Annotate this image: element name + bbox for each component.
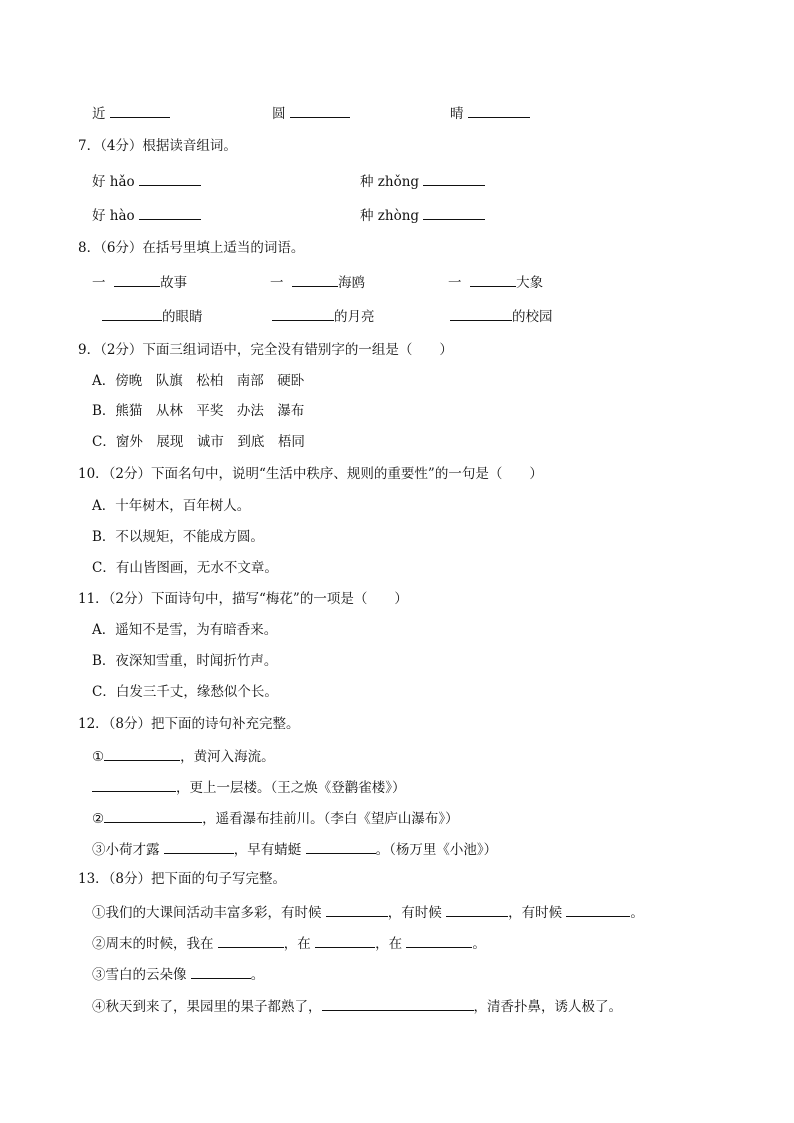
answer-blank[interactable]: [104, 745, 180, 761]
q8-item: 的月亮: [272, 305, 375, 327]
q11-option-b[interactable]: B．夜深知雪重，时闻折竹声。: [92, 653, 278, 669]
q12-line-2: ，更上一层楼。（王之焕《登鹳雀楼》）: [92, 776, 406, 796]
q11-option-c[interactable]: C．白发三千丈，缘愁似个长。: [92, 684, 278, 700]
answer-blank[interactable]: [306, 838, 376, 854]
answer-blank[interactable]: [292, 271, 338, 287]
q8-item: 一 海鸥: [270, 271, 365, 293]
q10-option-c[interactable]: C．有山皆图画，无水不文章。: [92, 560, 278, 576]
q8-title: 8．（6分）在括号里填上适当的词语。: [78, 240, 305, 256]
q12-line-1: ① ，黄河入海流。: [92, 745, 275, 765]
q6-item-2: 圆: [272, 102, 350, 124]
answer-blank[interactable]: [322, 995, 474, 1011]
answer-blank[interactable]: [164, 838, 234, 854]
q6-item-1: 近: [92, 102, 170, 124]
answer-blank[interactable]: [468, 102, 530, 118]
q8-item: 一 大象: [448, 271, 543, 293]
answer-blank[interactable]: [315, 932, 375, 948]
answer-blank[interactable]: [272, 305, 334, 321]
q13-title: 13．（8分）把下面的句子写完整。: [78, 871, 287, 887]
answer-blank[interactable]: [406, 932, 472, 948]
q10-option-b[interactable]: B．不以规矩，不能成方圆。: [92, 529, 264, 545]
answer-blank[interactable]: [470, 271, 516, 287]
q10-title: 10．（2分）下面名句中，说明“生活中秩序、规则的重要性”的一句是（ ）: [78, 466, 543, 482]
answer-blank[interactable]: [218, 932, 284, 948]
q6-item-3: 晴: [450, 102, 530, 124]
answer-blank[interactable]: [446, 901, 508, 917]
q9-option-c[interactable]: C．窗外 展现 诚市 到底 梧同: [92, 434, 305, 450]
q13-sentence-2: ②周末的时候，我在 ，在 ，在 。: [92, 932, 486, 952]
q13-sentence-1: ①我们的大课间活动丰富多彩，有时候 ，有时候 ，有时候 。: [92, 901, 644, 921]
q13-sentence-4: ④秋天到来了，果园里的果子都熟了， ，清香扑鼻，诱人极了。: [92, 995, 622, 1015]
q9-title: 9．（2分）下面三组词语中，完全没有错别字的一组是（ ）: [78, 342, 453, 358]
q7-item: 好 hào: [92, 204, 201, 226]
q9-option-b[interactable]: B．熊猫 从林 平奖 办法 瀑布: [92, 403, 305, 419]
q10-option-a[interactable]: A．十年树木，百年树人。: [92, 498, 251, 514]
q11-title: 11．（2分）下面诗句中，描写“梅花”的一项是（ ）: [78, 591, 408, 607]
answer-blank[interactable]: [102, 305, 162, 321]
q9-option-a[interactable]: A．傍晚 队旗 松柏 南部 硬卧: [92, 373, 305, 389]
answer-blank[interactable]: [566, 901, 630, 917]
q8-item: 一 故事: [92, 271, 187, 293]
q7-item: 好 hǎo: [92, 170, 201, 192]
q12-line-4: ③小荷才露 ，早有蜻蜓 。（杨万里《小池》）: [92, 838, 497, 858]
q7-title: 7．（4分）根据读音组词。: [78, 138, 237, 154]
q12-title: 12．（8分）把下面的诗句补充完整。: [78, 716, 300, 732]
answer-blank[interactable]: [114, 271, 160, 287]
answer-blank[interactable]: [92, 776, 176, 792]
answer-blank[interactable]: [423, 204, 485, 220]
q11-option-a[interactable]: A．遥知不是雪，为有暗香来。: [92, 622, 278, 638]
q13-sentence-3: ③雪白的云朵像 。: [92, 963, 264, 983]
answer-blank[interactable]: [110, 102, 170, 118]
answer-blank[interactable]: [326, 901, 388, 917]
answer-blank[interactable]: [139, 170, 201, 186]
answer-blank[interactable]: [104, 807, 202, 823]
q8-item: 的眼睛: [102, 305, 203, 327]
answer-blank[interactable]: [423, 170, 485, 186]
q7-item: 种 zhǒng: [360, 170, 485, 192]
answer-blank[interactable]: [139, 204, 201, 220]
answer-blank[interactable]: [290, 102, 350, 118]
q12-line-3: ② ，遥看瀑布挂前川。（李白《望庐山瀑布》）: [92, 807, 459, 827]
answer-blank[interactable]: [191, 963, 251, 979]
q7-item: 种 zhòng: [360, 204, 485, 226]
q8-item: 的校园: [450, 305, 553, 327]
answer-blank[interactable]: [450, 305, 512, 321]
